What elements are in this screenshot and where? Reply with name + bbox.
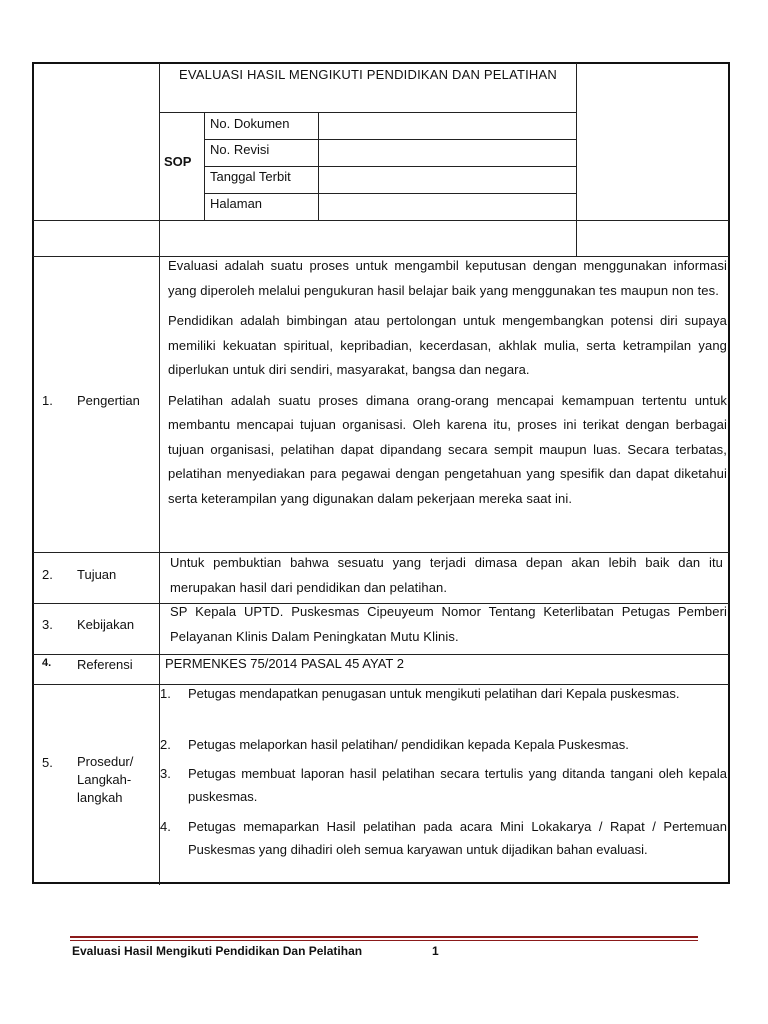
document-title: EVALUASI HASIL MENGIKUTI PENDIDIKAN DAN PELATIHAN bbox=[179, 67, 557, 82]
step-number: 2. bbox=[160, 737, 171, 752]
section-label-pengertian: Pengertian bbox=[77, 393, 140, 408]
sop-label: SOP bbox=[164, 154, 192, 169]
footer-title: Evaluasi Hasil Mengikuti Pendidikan Dan Pelatihan bbox=[72, 944, 363, 958]
footer-rule bbox=[70, 936, 698, 938]
section-label-prosedur bbox=[77, 753, 133, 807]
section-number: 5. bbox=[42, 755, 53, 770]
section-number: 1. bbox=[42, 393, 53, 408]
step-number: 4. bbox=[160, 819, 171, 834]
step-number: 1. bbox=[160, 686, 171, 701]
header-divider bbox=[159, 112, 577, 113]
field-label-halaman: Halaman bbox=[210, 196, 263, 211]
pengertian-paragraph-evaluasi: Evaluasi adalah suatu proses untuk mengambil keputusan dengan menggunakan informasi yang diperoleh melalui pengukuran hasil belajar baik yang menggunakan tes maupun non tes. bbox=[168, 258, 727, 298]
section-label-kebijakan: Kebijakan bbox=[77, 617, 135, 632]
row-divider bbox=[33, 220, 729, 221]
kebijakan-text: SP Kepala UPTD. Puskesmas Cipeuyeum Nomor Tentang Keterlibatan Petugas Pemberi Pelayanan Klinis Dalam Peningkatan Mutu Klinis. bbox=[170, 604, 727, 644]
section-number: 2. bbox=[42, 567, 53, 582]
pengertian-paragraph-pendidikan: Pendidikan adalah bimbingan atau pertolongan untuk mengembangkan potensi diri supaya memiliki kekuatan spiritual, kepribadian, kecerdasan, akhlak mulia, serta ketrampilan yang diperlukan untuk diri sendiri, masyarakat, bangsa dan negara. bbox=[168, 313, 727, 377]
section-number: 3. bbox=[42, 617, 53, 632]
pengertian-content bbox=[168, 254, 727, 511]
prosedur-label-line: Langkah- bbox=[77, 772, 132, 787]
field-label-no-dokumen: No. Dokumen bbox=[210, 116, 290, 131]
step-text: Petugas membuat laporan hasil pelatihan secara tertulis yang ditanda tangani oleh kepala puskesmas. bbox=[188, 766, 727, 804]
section-label-referensi: Referensi bbox=[77, 657, 133, 672]
header-divider bbox=[204, 193, 577, 194]
step-text: Petugas mendapatkan penugasan untuk mengikuti pelatihan dari Kepala puskesmas. bbox=[188, 686, 680, 701]
step-number: 3. bbox=[160, 766, 171, 781]
field-label-tanggal-terbit: Tanggal Terbit bbox=[210, 169, 291, 184]
header-divider bbox=[576, 63, 577, 256]
tujuan-text: Untuk pembuktian bahwa sesuatu yang terjadi dimasa depan akan lebih baik dan itu merupakan hasil dari pendidikan dan pelatihan. bbox=[170, 555, 723, 595]
pengertian-paragraph-pelatihan: Pelatihan adalah suatu proses dimana orang-orang mencapai kemampuan tertentu untuk membantu mencapai tujuan organisasi. Oleh karena itu, proses ini terikat dengan berbagai tujuan organisasi, pelatihan dapat dipandang secara sempit maupun luas. Secara terbatas, pelatihan menyediakan para pegawai dengan pengetahuan yang spesifik dan dapat diketahui serta keterampilan yang digunakan dalam pekerjaan mereka saat ini. bbox=[168, 392, 727, 506]
section-number: 4. bbox=[42, 657, 52, 669]
step-text: Petugas memaparkan Hasil pelatihan pada acara Mini Lokakarya / Rapat / Pertemuan Puskesmas yang dihadiri oleh semua karyawan untuk dijadikan bahan evaluasi. bbox=[188, 819, 727, 857]
header-divider bbox=[204, 139, 577, 140]
field-label-no-revisi: No. Revisi bbox=[210, 142, 270, 157]
footer-rule bbox=[70, 940, 698, 941]
prosedur-label-line: Prosedur/ bbox=[77, 754, 134, 769]
prosedur-label-line: langkah bbox=[77, 790, 123, 805]
referensi-text: PERMENKES 75/2014 PASAL 45 AYAT 2 bbox=[165, 656, 404, 671]
footer-page-number: 1 bbox=[432, 944, 439, 958]
section-label-tujuan: Tujuan bbox=[77, 567, 117, 582]
header-divider bbox=[204, 166, 577, 167]
step-text: Petugas melaporkan hasil pelatihan/ pendidikan kepada Kepala Puskesmas. bbox=[188, 737, 629, 752]
